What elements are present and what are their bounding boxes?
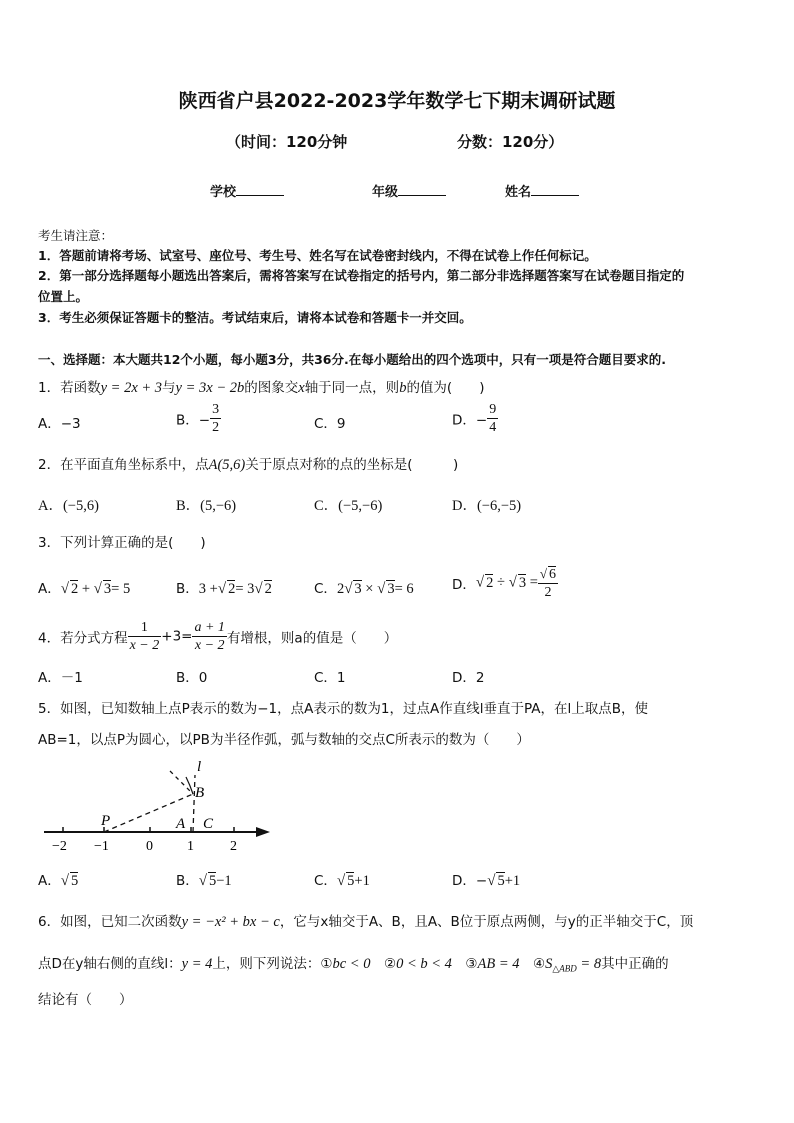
q5-option-c-label: C． (314, 873, 337, 889)
q2-option-a[interactable]: A．(−5,6) (38, 498, 99, 514)
q4-option-c[interactable]: C．1 (314, 670, 346, 686)
q1-text-d: 轴于同一点，则 (304, 380, 400, 396)
q5-option-d[interactable] (452, 869, 520, 890)
q3-d-rad-3: 3 (518, 574, 527, 591)
notes-heading: 考生请注意： (38, 228, 114, 243)
q6-text-d: 上，则下列说法：① (212, 956, 333, 972)
school-label: 学校 (210, 185, 237, 200)
q5-option-a[interactable] (38, 869, 78, 890)
q2-stem (38, 453, 458, 474)
label-a: A (176, 816, 186, 832)
q3-option-b-label: B． (176, 581, 199, 597)
q1-func-2: y = 3x − 2b (175, 380, 245, 396)
number-line-figure (38, 755, 278, 855)
arc (186, 777, 193, 794)
q4-fraction-1 (128, 619, 162, 654)
q3-stem: 3．下列计算正确的是( ) (38, 535, 206, 551)
q5-c-rad: 5 (347, 873, 355, 889)
q5-option-d-label: D．− (452, 873, 488, 889)
page-title: 陕西省户县2022-2023学年数学七下期末调研试题 (178, 90, 616, 112)
q3-a-eq: = 5 (111, 581, 131, 597)
q3-option-d[interactable] (452, 565, 558, 601)
school-field[interactable] (210, 181, 284, 200)
q5-option-b[interactable] (176, 869, 232, 890)
q2-text-a: 2．在平面直角坐标系中，点 (38, 457, 209, 473)
radical-sign-icon: √ (475, 574, 485, 591)
q3-option-c[interactable]: C．2√ 3 × √ 3= 6 (314, 581, 414, 597)
note-2-cont: 位置上。 (38, 289, 89, 304)
radical-sign-icon: √ (344, 581, 353, 597)
note-3: 3．考生必须保证答题卡的整洁。考试结束后，请将本试卷和答题卡一并交回。 (38, 310, 472, 325)
q3-d-rad-2: 2 (486, 574, 494, 591)
q1-func-1: y = 2x + 3 (100, 380, 163, 396)
q6-claim-4-marker: ④ (519, 956, 546, 972)
q6-text-c: 点D在y轴右侧的直线l： (38, 956, 182, 972)
radical-sign-icon: √ (254, 581, 263, 597)
q5-c-post: +1 (354, 873, 370, 889)
q3-c-rad-2: 3 (387, 581, 395, 597)
q3-b-rad: 2 (228, 581, 236, 597)
tick-label-neg2: −2 (52, 839, 67, 854)
q6-function: y = −x² + bx − c (181, 914, 280, 930)
q4-option-b[interactable]: B．0 (176, 670, 208, 686)
q3-option-a[interactable]: A．√ 2 + √ 3= 5 (38, 581, 131, 597)
q4-text-b: 有增根，则a的值是（ ） (226, 630, 398, 647)
q4-f1-den: x − 2 (129, 638, 160, 653)
q6-line-2 (38, 952, 669, 975)
q3-c-rad: 3 (354, 581, 362, 597)
q4-f1-num: 1 (128, 619, 162, 637)
q6-line-3: 结论有（ ） (38, 992, 133, 1008)
q2-option-b[interactable]: B．(5,−6) (176, 498, 237, 514)
q6-claim-4-s: S (545, 956, 553, 972)
q1-option-d[interactable] (452, 401, 498, 436)
q3-c-pre: 2 (336, 581, 345, 597)
tick-label-0: 0 (146, 839, 153, 854)
q6-claim-3-marker: ③ (451, 956, 478, 972)
tick-label-2: 2 (230, 839, 237, 854)
q6-text-b: ，它与x轴交于A、B，且A、B位于原点两侧，与y的正半轴交于C，顶 (279, 914, 694, 930)
radical-sign-icon: √ (539, 566, 548, 581)
q5-a-rad: 5 (70, 873, 79, 889)
q1-option-c[interactable]: C．9 (314, 416, 346, 432)
grade-field[interactable] (372, 181, 446, 200)
q6-claim-4-post: = 8 (576, 956, 602, 972)
q3-option-d-fraction (538, 565, 558, 601)
q2-option-c[interactable]: C．(−5,−6) (314, 498, 383, 514)
q1-option-a[interactable]: A．−3 (38, 416, 81, 432)
q5-d-rad: 5 (497, 873, 505, 889)
q3-option-a-label: A． (38, 581, 61, 597)
note-1: 1．答题前请将考场、试室号、座位号、考生号、姓名写在试卷密封线内，不得在试卷上作任何标记。 (38, 248, 597, 263)
q1-text-c: 的图象交 (244, 380, 299, 396)
q4-fraction-2 (192, 619, 226, 654)
q6-claim-4-sub: △ABD (552, 963, 577, 974)
q4-option-d[interactable]: D．2 (452, 670, 485, 686)
q4-text-a: 4．若分式方程 (38, 630, 128, 647)
q1-option-d-den: 4 (489, 420, 497, 435)
radical-sign-icon: √ (487, 873, 496, 889)
radical-sign-icon: √ (336, 873, 346, 889)
grade-label: 年级 (372, 185, 399, 200)
q5-line-2: AB=1，以点P为圆心，以PB为半径作弧，弧与数轴的交点C所表示的数为（ ） (38, 732, 530, 748)
q3-b-post: = 3 (235, 581, 255, 597)
school-blank[interactable] (236, 183, 284, 196)
q3-option-d-label: D． (452, 577, 476, 593)
grade-blank[interactable] (398, 183, 446, 196)
label-b: B (195, 785, 205, 801)
label-p: P (101, 813, 111, 829)
q4-plus: +3= (161, 628, 193, 645)
radical-sign-icon: √ (198, 873, 207, 889)
q1-text-b: 与 (162, 380, 176, 396)
q1-option-b-num: 3 (212, 402, 220, 417)
q4-f2-den: x − 2 (194, 638, 225, 653)
q5-line-1: 5．如图，已知数轴上点P表示的数为−1，点A表示的数为1，过点A作直线l垂直于PA，在l上取点B，使 (38, 701, 648, 717)
q2-point: A(5,6) (208, 457, 246, 473)
q1-text-a: 1．若函数 (38, 380, 101, 396)
q1-x-var: x (298, 380, 305, 396)
q6-claim-2: 0 < b < 4 (396, 956, 452, 972)
q1-option-b[interactable] (176, 401, 221, 436)
q1-option-b-den: 2 (212, 420, 220, 435)
q5-option-a-label: A． (38, 873, 61, 889)
q5-d-post: +1 (504, 873, 521, 889)
axis-arrow-icon (256, 827, 270, 837)
q1-option-b-fraction (210, 401, 221, 436)
q1-text-e: 的值为( ) (406, 380, 485, 396)
q3-b-pre: 3 + (198, 581, 218, 597)
note-2: 2．第一部分选择题每小题选出答案后，需将答案写在试卷指定的括号内，第二部分非选择题答案写在试卷题目指定的 (38, 268, 685, 283)
exam-score: 分数：120分） (457, 133, 564, 151)
q6-line-1 (38, 910, 693, 931)
tick-label-1: 1 (187, 839, 194, 854)
name-blank[interactable] (531, 183, 579, 196)
q3-d-div: ÷ (497, 574, 505, 591)
tick-label-neg1: −1 (94, 839, 109, 854)
radical-sign-icon: √ (60, 873, 69, 889)
q1-option-b-label: B．− (176, 412, 211, 429)
q3-d-num (538, 565, 558, 584)
label-l: l (197, 759, 202, 775)
q3-d-den: 2 (544, 585, 552, 600)
q1-option-d-fraction (487, 401, 498, 436)
q5-option-b-label: B． (176, 873, 199, 889)
q3-c-post: = 6 (394, 581, 414, 597)
q6-text-a: 6．如图，已知二次函数 (38, 914, 182, 930)
line-l (193, 775, 195, 832)
section-1-heading: 一、选择题：本大题共12个小题，每小题3分，共36分.在每小题给出的四个选项中，只有一项是符合题目要求的. (38, 352, 666, 367)
q6-claim-3: AB = 4 (477, 956, 520, 972)
name-label: 姓名 (505, 185, 532, 200)
q6-text-e: 其中正确的 (601, 956, 669, 972)
q4-f2-num: a + 1 (194, 620, 225, 635)
radical-sign-icon: √ (60, 581, 69, 597)
q3-a-rad-2: 2 (70, 581, 79, 597)
radical-sign-icon: √ (217, 581, 227, 597)
q3-b-rad-2: 2 (264, 581, 272, 597)
exam-time: （时间：120分钟 (226, 133, 348, 151)
q3-d-eq: = (529, 574, 538, 591)
q6-claim-1: bc < 0 (332, 956, 371, 972)
q3-option-c-label: C． (314, 581, 337, 597)
q3-option-b[interactable] (176, 577, 272, 598)
radical-sign-icon: √ (93, 581, 102, 597)
q1-stem (38, 376, 484, 397)
q1-b-var: b (399, 380, 407, 396)
q6-claim-2-marker: ② (370, 956, 397, 972)
name-field[interactable] (505, 181, 579, 200)
q3-d-rad-6: 6 (549, 567, 557, 582)
q5-b-post: −1 (216, 873, 232, 889)
q4-option-a[interactable]: A．－1 (38, 670, 83, 686)
q1-option-d-label: D．− (452, 412, 488, 429)
radical-sign-icon: √ (508, 574, 517, 591)
q4-stem (38, 619, 397, 654)
q6-line-eq: y = 4 (181, 956, 213, 972)
q2-text-b: 关于原点对称的点的坐标是( ) (245, 457, 459, 473)
q1-option-d-num: 9 (489, 402, 497, 417)
q2-option-d[interactable]: D．(−6,−5) (452, 498, 522, 514)
q3-a-rad-3: 3 (103, 581, 112, 597)
label-c: C (203, 816, 214, 832)
q5-b-rad: 5 (209, 873, 217, 889)
arc-guide (170, 771, 193, 794)
radical-sign-icon: √ (377, 581, 386, 597)
q5-option-c[interactable] (314, 869, 370, 890)
